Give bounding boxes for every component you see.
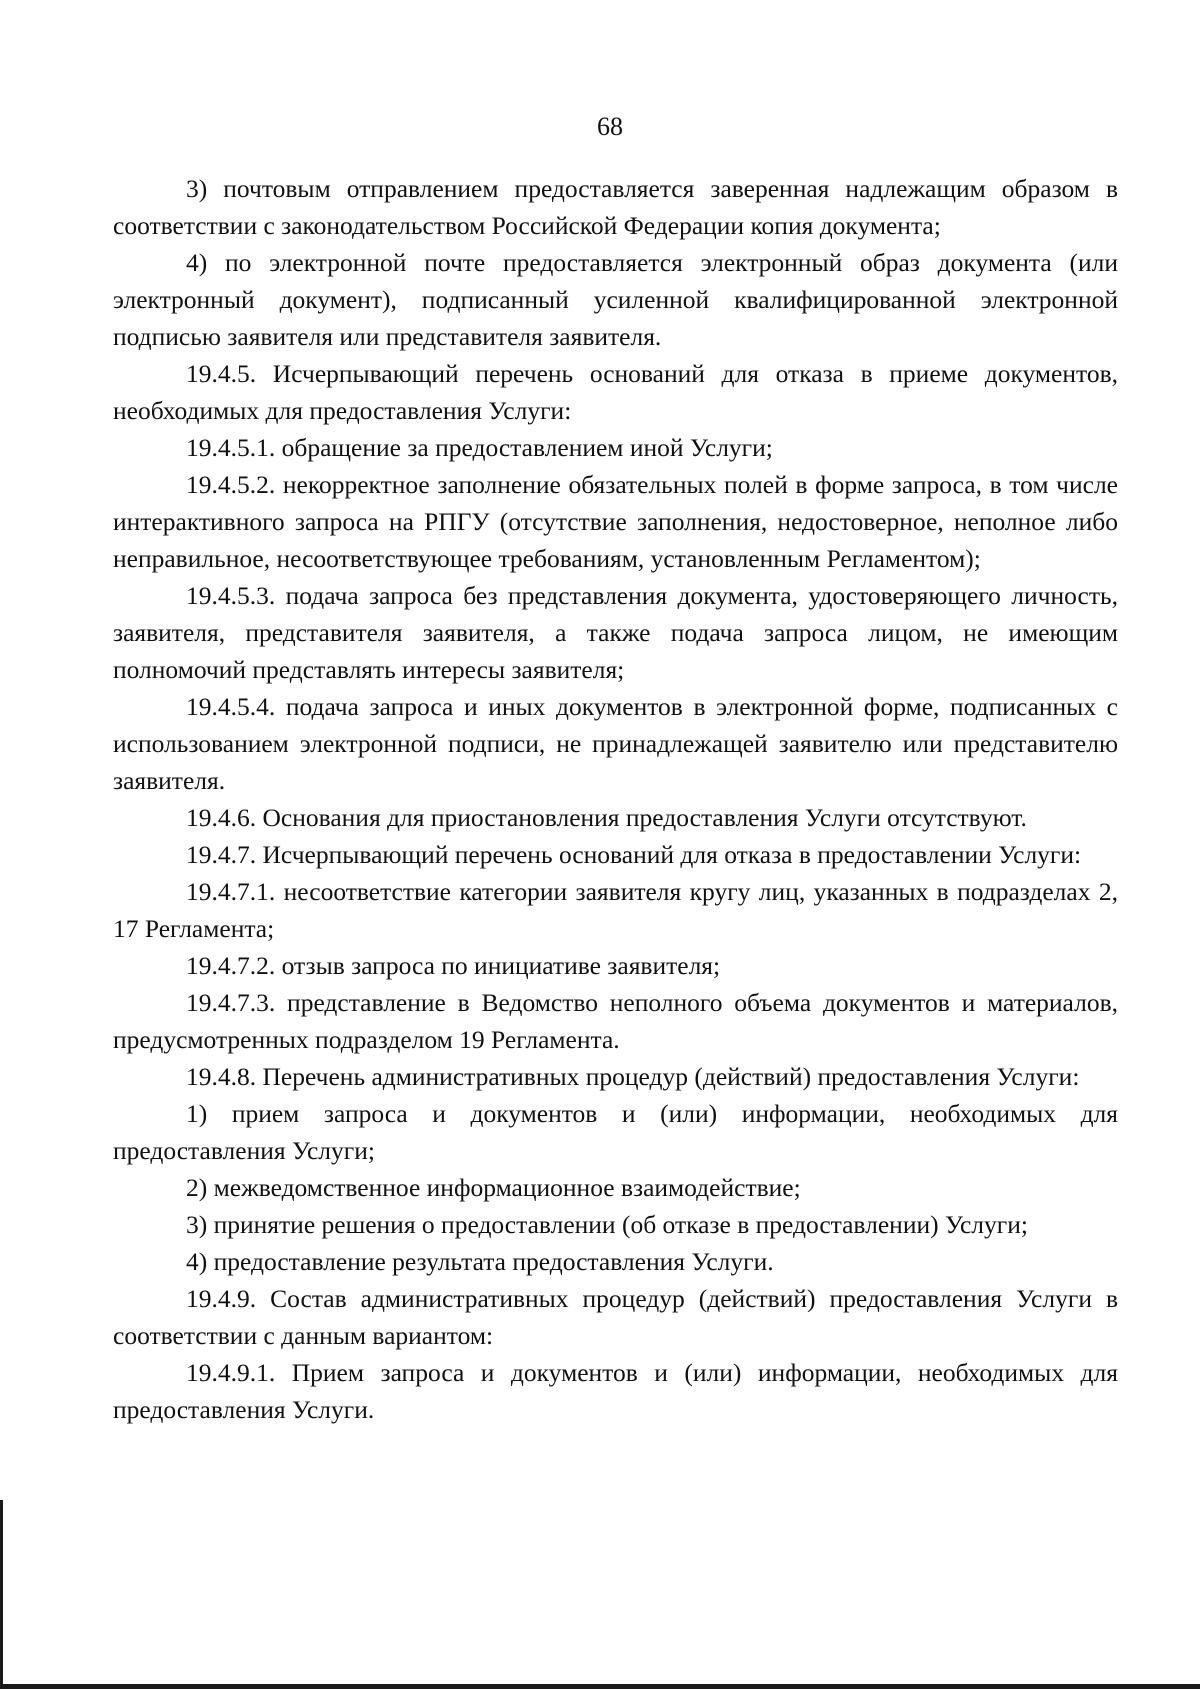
paragraph: 19.4.7. Исчерпывающий перечень оснований для отказа в предоставлении Услуги: xyxy=(186,840,1082,869)
paragraph: 19.4.5.4. подача запроса и иных документов в электронной форме, подписанных с использованием электронной подписи, не принадлежащей заявителю или представителю заявителя. xyxy=(113,692,1118,795)
paragraph: 19.4.5.3. подача запроса без представления документа, удостоверяющего личность, заявителя, представителя заявителя, а также подача запроса лицом, не имеющим полномочий представлять интересы заявителя; xyxy=(113,581,1118,684)
paragraph: 19.4.5. Исчерпывающий перечень оснований для отказа в приеме документов, необходимых для предоставления Услуги: xyxy=(113,359,1118,425)
paragraph: 19.4.7.3. представление в Ведомство неполного объема документов и материалов, предусмотренных подразделом 19 Регламента. xyxy=(113,988,1118,1054)
paragraph: 19.4.9. Состав административных процедур (действий) предоставления Услуги в соответствии с данным вариантом: xyxy=(113,1284,1118,1350)
scan-edge-left xyxy=(0,1500,3,1689)
scan-edge-bottom xyxy=(0,1684,1200,1689)
page-number: 68 xyxy=(597,112,623,141)
paragraph: 3) принятие решения о предоставлении (об отказе в предоставлении) Услуги; xyxy=(186,1210,1028,1239)
paragraph: 19.4.9.1. Прием запроса и документов и (или) информации, необходимых для предоставления Услуги. xyxy=(113,1358,1118,1424)
paragraph: 4) по электронной почте предоставляется электронный образ документа (или электронный документ), подписанный усиленной квалифицированной электронной подписью заявителя или представителя заявителя. xyxy=(113,248,1118,351)
paragraph: 4) предоставление результата предоставления Услуги. xyxy=(186,1247,774,1276)
paragraph: 3) почтовым отправлением предоставляется заверенная надлежащим образом в соответствии с законодательством Российской Федерации копия документа; xyxy=(113,174,1118,240)
paragraph: 19.4.7.2. отзыв запроса по инициативе заявителя; xyxy=(186,951,721,980)
paragraph: 1) прием запроса и документов и (или) информации, необходимых для предоставления Услуги; xyxy=(113,1099,1118,1165)
paragraph: 19.4.6. Основания для приостановления предоставления Услуги отсутствуют. xyxy=(186,803,1027,832)
paragraph: 2) межведомственное информационное взаимодействие; xyxy=(186,1173,801,1202)
paragraph: 19.4.5.2. некорректное заполнение обязательных полей в форме запроса, в том числе интерактивного запроса на РПГУ (отсутствие заполнения, недостоверное, неполное либо неправильное, несоответствующее требованиям, установленным Регламентом); xyxy=(113,470,1118,573)
document-body xyxy=(113,170,1118,1428)
paragraph: 19.4.8. Перечень административных процедур (действий) предоставления Услуги: xyxy=(186,1062,1080,1091)
paragraph: 19.4.7.1. несоответствие категории заявителя кругу лиц, указанных в подразделах 2, 17 Регламента; xyxy=(113,877,1118,943)
paragraph: 19.4.5.1. обращение за предоставлением иной Услуги; xyxy=(186,433,773,462)
